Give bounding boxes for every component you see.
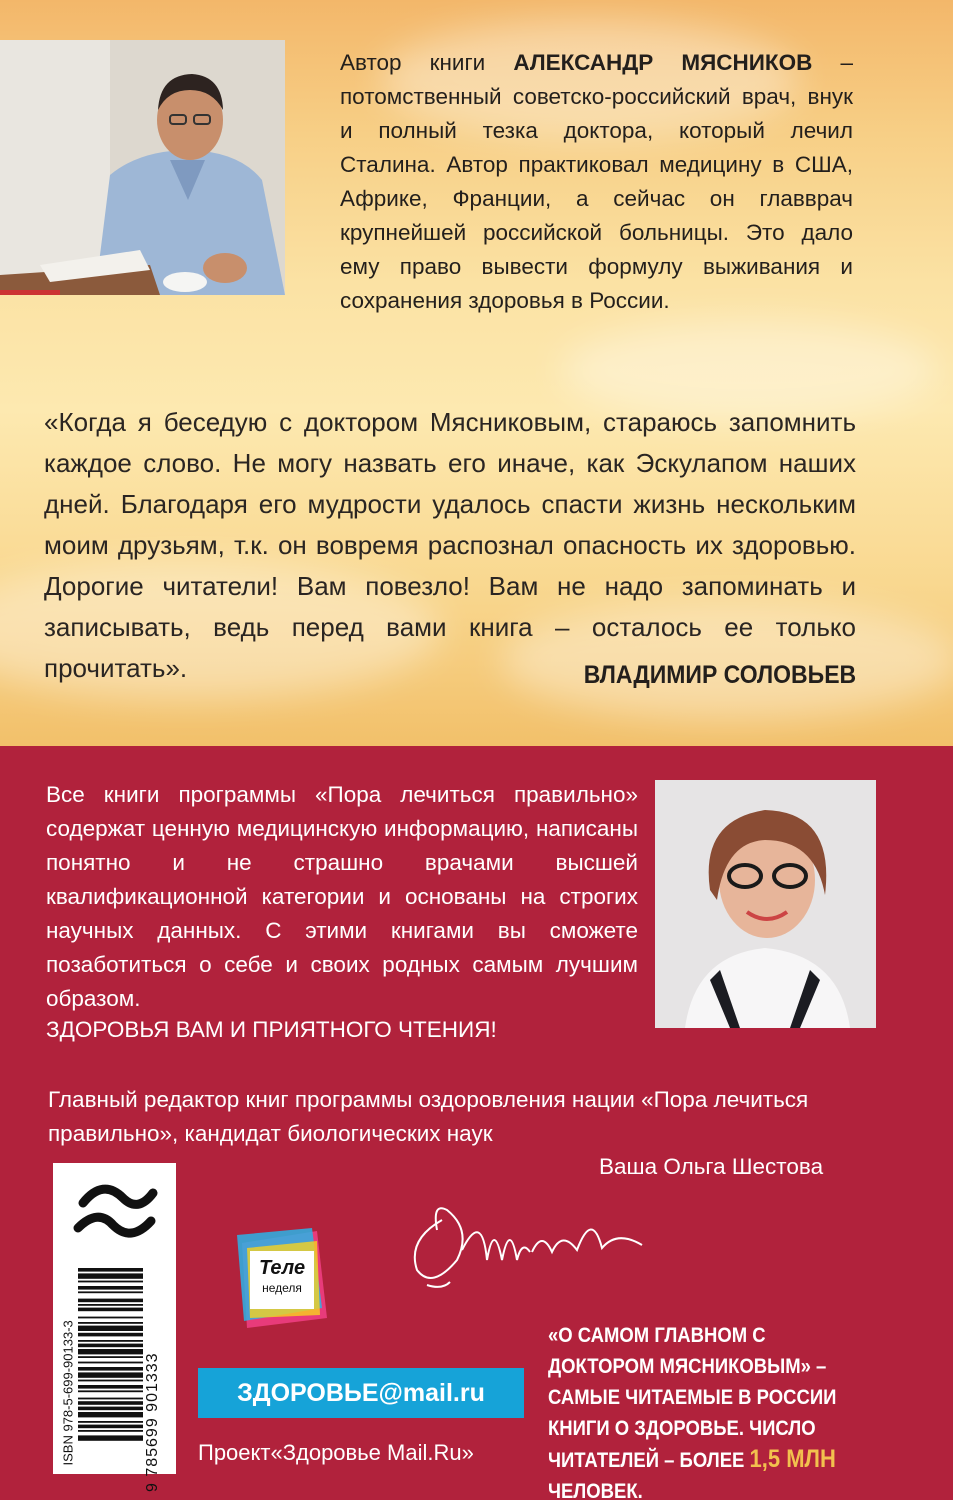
barcode-bar: [78, 1407, 143, 1411]
barcode-bar: [78, 1333, 143, 1337]
editor-role: Главный редактор книг программы оздоровления нации «Пора лечиться правильно», кандидат биологических наук: [48, 1087, 809, 1146]
barcode-bar: [78, 1372, 143, 1377]
isbn-text: ISBN 978-5-699-90133-3: [60, 1320, 76, 1466]
barcode-bar: [78, 1425, 143, 1429]
barcode-bar: [78, 1268, 143, 1272]
author-bio-intro: Автор книги: [340, 50, 486, 75]
author-name: АЛЕКСАНДР МЯСНИКОВ: [513, 50, 813, 75]
tele-nedelya-logo: [232, 1223, 332, 1333]
barcode-bar: [78, 1286, 143, 1290]
barcode-bar: [78, 1273, 143, 1278]
author-bio: [340, 46, 853, 318]
editor-signature: [402, 1190, 672, 1300]
barcode-bar: [78, 1344, 143, 1348]
tele-line1: Теле: [258, 1257, 306, 1279]
barcode-bar: [78, 1299, 143, 1303]
barcode: [53, 1163, 176, 1492]
barcode-bar: [78, 1326, 143, 1331]
barcode-bar: [78, 1349, 143, 1354]
zdorovie-mail-logo: [198, 1368, 524, 1418]
author-photo: [0, 40, 285, 295]
tele-line2: неделя: [262, 1281, 302, 1295]
quote-author: ВЛАДИМИР СОЛОВЬЕВ: [583, 661, 856, 689]
barcode-bar: [78, 1291, 143, 1293]
barcode-bar: [78, 1385, 143, 1389]
barcode-bar: [78, 1401, 143, 1405]
editor-name: Ваша Ольга Шестова: [599, 1154, 824, 1179]
program-description: Все книги программы «Пора лечиться правильно» содержат ценную медицинскую информацию, написаны понятно и не страшно врачами высшей квалификационной категории и основаны на строгих научных данных. С этими книгами вы сможете позаботиться о себе и своих родных самым лучшим образом.: [46, 782, 638, 1011]
barcode-bar: [78, 1390, 143, 1392]
barcode-bar: [78, 1367, 143, 1371]
barcode-bar: [78, 1435, 143, 1440]
barcode-bar: [78, 1421, 143, 1423]
barcode-digits: 9 785699 901333: [144, 1352, 161, 1492]
promo-line: «О САМОМ ГЛАВНОМ С ДОКТОРОМ МЯСНИКОВЫМ» – САМЫЕ ЧИТАЕМЫЕ В РОССИИ КНИГИ О ЗДОРОВЬЕ. ЧИСЛО ЧИТАТЕЛЕЙ – БОЛЕЕ: [548, 1324, 837, 1472]
promo-text: [548, 1320, 847, 1507]
barcode-bar: [78, 1430, 143, 1432]
top-panel: [0, 0, 953, 746]
quote-text: «Когда я беседую с доктором Мясниковым, стараюсь запомнить каждое слово. Не могу назвать его иначе, как Эскулапом наших дней. Благодаря его мудрости удалось спасти жизнь нескольким моим друзьям, т.к. он вовремя распознал опасность их здоровью. Дорогие читатели! Вам повезло! Вам не надо запоминать и записывать, ведь перед вами книга – осталось ее только прочитать».: [44, 407, 856, 683]
barcode-bar: [78, 1356, 143, 1358]
barcode-bar: [78, 1281, 143, 1283]
author-bio-rest: – потомственный советско-российский врач, внук и полный тезка доктора, который лечил Сталина. Автор практиковал медицину в США, Африке, Франции, а сейчас он главврач крупнейшей российской больницы. Это дало ему право вывести формулу выживания и сохранения здоровья в России.: [340, 50, 853, 313]
barcode-bar: [78, 1322, 143, 1324]
barcode-bar: [78, 1398, 143, 1400]
project-caption: Проект«Здоровье Mail.Ru»: [198, 1440, 474, 1465]
mail-brand: ЗДОРОВЬЕ@mail.ru: [237, 1378, 485, 1407]
promo-highlight: 1,5 МЛН: [749, 1445, 836, 1473]
barcode-bar: [78, 1412, 143, 1417]
editor-photo: [655, 780, 876, 1028]
barcode-bar: [78, 1304, 143, 1306]
barcode-bar: [78, 1317, 143, 1319]
wish-text: ЗДОРОВЬЯ ВАМ И ПРИЯТНОГО ЧТЕНИЯ!: [46, 1017, 497, 1042]
barcode-bar: [78, 1308, 143, 1312]
barcode-bar: [78, 1340, 143, 1342]
promo-tail: ЧЕЛОВЕК.: [548, 1480, 643, 1503]
barcode-bar: [78, 1380, 143, 1382]
barcode-bar: [78, 1362, 143, 1364]
